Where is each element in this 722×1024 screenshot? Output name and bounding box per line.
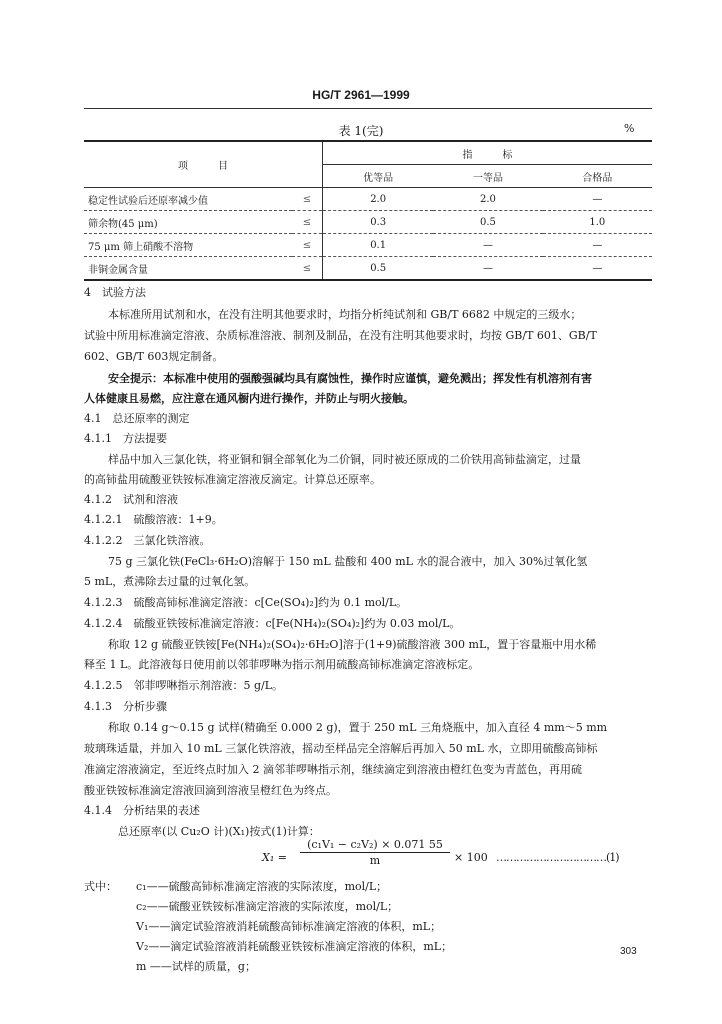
formula-numerator: (c₁V₁ − c₂V₂) × 0.071 55: [300, 838, 450, 853]
intro-line-1: 本标准所用试剂和水，在没有注明其他要求时，均指分析纯试剂和 GB/T 6682 中规定的三级水；: [108, 308, 582, 321]
row-value: 0.5: [433, 211, 542, 234]
formula-denominator: m: [369, 854, 381, 867]
reagent-4-1-2-2: 4.1.2.2 三氯化铁溶液。: [84, 534, 211, 547]
procedure-line-3: 准滴定溶液滴定，至近终点时加入 2 滴邻菲啰啉指示剂，继续滴定到溶液由橙红色变为青蓝色，再用硫: [84, 763, 582, 776]
formula-lhs: X₁ =: [262, 851, 287, 864]
row-value: —: [433, 257, 542, 281]
row-name: 筛余物(45 μm): [84, 211, 292, 234]
table-row: [84, 257, 652, 281]
procedure-line-2: 玻璃珠适量，并加入 10 mL 三氯化铁溶液，摇动至样品完全溶解后再加入 50 mL 水，立即用硫酸高铈标: [84, 742, 598, 755]
summary-line-2: 的高铈盐用硫酸亚铁铵标准滴定溶液反滴定。计算总还原率。: [84, 473, 381, 486]
row-unit: ≤: [292, 211, 323, 234]
section-4-1-4-title: 4.1.4 分析结果的表述: [84, 804, 200, 817]
standard-header: HG/T 2961—1999: [312, 88, 410, 102]
row-unit: ≤: [292, 188, 323, 211]
summary-line-1: 样品中加入三氯化铁，将亚铜和铜全部氧化为二价铜，同时被还原成的二价铁用高铈盐滴定，过量: [108, 453, 581, 466]
formula-tail: × 100: [454, 851, 488, 864]
row-value: —: [433, 234, 542, 257]
row-value: —: [543, 257, 652, 281]
procedure-line-1: 称取 0.14 g～0.15 g 试样(精确至 0.000 2 g)，置于 250 mL 三角烧瓶中，加入直径 4 mm～5 mm: [108, 721, 608, 734]
where-label: 式中：: [84, 880, 117, 893]
where-item: c₁——硫酸高铈标准滴定溶液的实际浓度，mol/L；: [136, 880, 388, 893]
spec-table: [84, 140, 652, 281]
section-4-title: 4 试验方法: [84, 286, 146, 299]
reagent-4-1-2-3: 4.1.2.3 硫酸高铈标准滴定溶液：c[Ce(SO₄)₂]约为 0.1 mol/L。: [84, 596, 408, 609]
intro-line-2: 试验中所用标准滴定溶液、杂质标准溶液、制剂及制品，在没有注明其他要求时，均按 GB/T 601、GB/T: [84, 329, 597, 342]
formula-fraction: [300, 838, 450, 867]
row-name: 非铜金属含量: [84, 257, 292, 281]
table-row: [84, 188, 652, 211]
reagent-4-1-2-5: 4.1.2.5 邻菲啰啉指示剂溶液：5 g/L。: [84, 679, 284, 692]
row-name: 稳定性试验后还原率减少值: [84, 188, 292, 211]
row-value: —: [543, 188, 652, 211]
reagent-4-1-2-1: 4.1.2.1 硫酸溶液：1+9。: [84, 513, 223, 526]
head-item: 项 目: [84, 141, 323, 188]
row-unit: ≤: [292, 234, 323, 257]
row-value: 2.0: [433, 188, 542, 211]
section-4-1-1-title: 4.1.1 方法提要: [84, 432, 167, 445]
row-value: —: [543, 234, 652, 257]
row-value: 0.3: [323, 211, 434, 234]
reagent-4-1-2-4: 4.1.2.4 硫酸亚铁铵标准滴定溶液：c[Fe(NH₄)₂(SO₄)₂]约为 0.03 mol/L。: [84, 617, 461, 630]
where-item: c₂——硫酸亚铁铵标准滴定溶液的实际浓度，mol/L；: [136, 900, 399, 913]
head-index: 指 标: [323, 141, 653, 165]
section-4-1-3-title: 4.1.3 分析步骤: [84, 700, 167, 713]
page-number: 303: [620, 946, 637, 957]
where-item: V₁——滴定试验溶液消耗硫酸高铈标准滴定溶液的体积，mL；: [136, 920, 442, 933]
row-value: 0.5: [323, 257, 434, 281]
formula-number: ……………………………(1): [496, 851, 619, 864]
head-grade-first: 一等品: [433, 165, 542, 188]
ferric-chloride-line-1: 75 g 三氯化铁(FeCl₃·6H₂O)溶解于 150 mL 盐酸和 400 mL 水的混合液中，加入 30%过氧化氢: [108, 555, 588, 568]
ferric-chloride-line-2: 5 mL，煮沸除去过量的过氧化氢。: [84, 575, 256, 588]
table-row: [84, 211, 652, 234]
table-row: [84, 234, 652, 257]
table-caption: 表 1(完): [338, 124, 384, 138]
head-grade-qualified: 合格品: [543, 165, 652, 188]
safety-line-2: 人体健康且易燃，应注意在通风橱内进行操作，并防止与明火接触。: [84, 392, 414, 405]
safety-line-1: 安全提示：本标准中使用的强酸强碱均具有腐蚀性，操作时应谨慎，避免溅出；挥发性有机溶剂有害: [108, 372, 592, 385]
row-name: 75 μm 筛上硝酸不溶物: [84, 234, 292, 257]
intro-line-3: 602、GB/T 603规定制备。: [84, 350, 224, 363]
section-4-1-2-title: 4.1.2 试剂和溶液: [84, 493, 178, 506]
row-unit: ≤: [292, 257, 323, 281]
where-item: m ——试样的质量，g；: [136, 960, 256, 973]
row-value: 0.1: [323, 234, 434, 257]
head-grade-premium: 优等品: [323, 165, 434, 188]
where-item: V₂——滴定试验溶液消耗硫酸亚铁铵标准滴定溶液的体积，mL；: [136, 940, 453, 953]
procedure-line-4: 酸亚铁铵标准滴定溶液回滴到溶液呈橙红色为终点。: [84, 784, 337, 797]
ammonium-iron-line-1: 称取 12 g 硫酸亚铁铵[Fe(NH₄)₂(SO₄)₂·6H₂O]溶于(1+9)硫酸溶液 300 mL，置于容量瓶中用水稀: [108, 638, 597, 651]
table-unit: %: [624, 122, 635, 135]
row-value: 2.0: [323, 188, 434, 211]
ammonium-iron-line-2: 释至 1 L。此溶液每日使用前以邻菲啰啉为指示剂用硫酸高铈标准滴定溶液标定。: [84, 658, 480, 671]
formula-intro: 总还原率(以 Cu₂O 计)(X₁)按式(1)计算：: [118, 825, 320, 838]
header-rule: [84, 108, 652, 109]
row-value: 1.0: [543, 211, 652, 234]
section-4-1-title: 4.1 总还原率的测定: [84, 412, 190, 425]
